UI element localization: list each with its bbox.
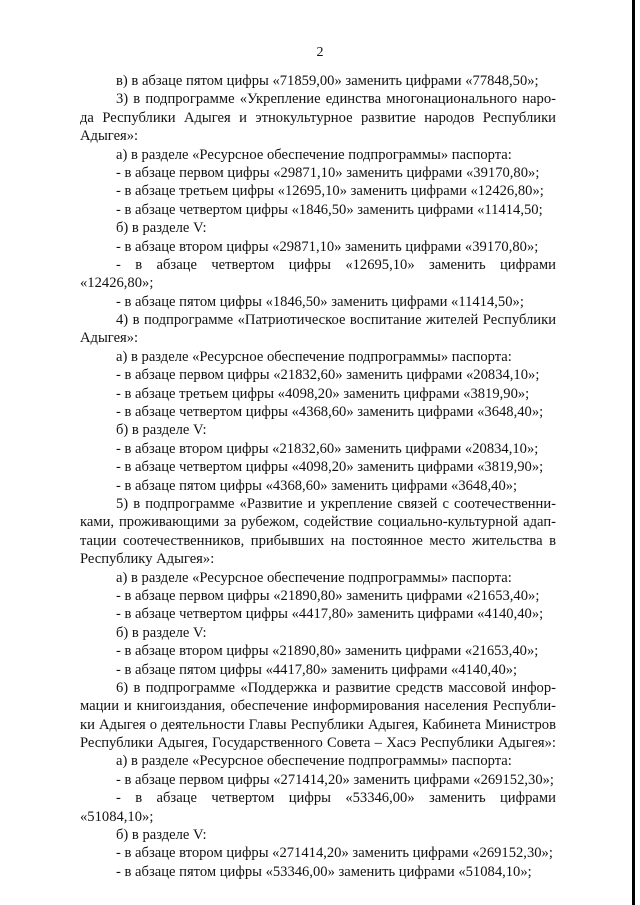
- text-line: - в абзаце четвертом цифры «4417,80» заменить цифрами «4140,40»;: [116, 606, 544, 623]
- text-line: - в абзаце втором цифры «29871,10» заменить цифрами «39170,80»;: [116, 238, 539, 255]
- text-line: 5) в подпрограмме «Развитие и укрепление связей с соотечественни-: [116, 495, 556, 512]
- text-line: а) в разделе «Ресурсное обеспечение подпрограммы» паспорта:: [116, 569, 512, 586]
- text-line: - в абзаце четвертом цифры «4368,60» заменить цифрами «3648,40»;: [116, 404, 544, 421]
- text-line-justified: [80, 789, 556, 807]
- text-line: - в абзаце третьем цифры «4098,20» заменить цифрами «3819,90»;: [116, 385, 530, 402]
- text-line: - в абзаце первом цифры «29871,10» заменить цифрами «39170,80»;: [116, 164, 540, 181]
- text-line: 6) в подпрограмме «Поддержка и развитие средств массовой инфор-: [116, 679, 556, 696]
- document-body: [80, 72, 556, 881]
- text-line: а) в разделе «Ресурсное обеспечение подпрограммы» паспорта:: [116, 146, 512, 163]
- text-line-justified: [80, 256, 556, 274]
- text-line: - в абзаце первом цифры «21890,80» заменить цифрами «21653,40»;: [116, 587, 540, 604]
- text-word: в: [135, 790, 143, 807]
- text-word: в: [135, 256, 143, 273]
- text-line: а) в разделе «Ресурсное обеспечение подпрограммы» паспорта:: [116, 348, 512, 365]
- page-edge-rule: [632, 0, 635, 905]
- text-line: - в абзаце пятом цифры «4417,80» заменить цифрами «4140,40»;: [116, 661, 518, 678]
- text-word: -: [116, 790, 121, 807]
- text-line: - в абзаце втором цифры «21890,80» заменить цифрами «21653,40»;: [116, 643, 539, 660]
- text-word: -: [116, 256, 121, 273]
- text-word: цифрами: [500, 256, 556, 273]
- text-line: да Республики Адыгея и этнокультурное развитие народов Республики: [80, 109, 556, 126]
- text-word: заменить: [429, 256, 486, 273]
- text-line: - в абзаце первом цифры «21832,60» заменить цифрами «20834,10»;: [116, 367, 540, 384]
- text-line: ки Адыгея о деятельности Главы Республики Адыгея, Кабинета Министров: [80, 716, 556, 733]
- text-line: мации и книгоиздания, обеспечение информирования населения Республи-: [80, 698, 556, 715]
- text-line: б) в разделе V:: [116, 624, 207, 641]
- text-word: цифры: [288, 256, 331, 273]
- text-line: - в абзаце втором цифры «271414,20» заменить цифрами «269152,30»;: [116, 845, 553, 862]
- text-word: заменить: [429, 790, 486, 807]
- text-line: б) в разделе V:: [116, 220, 207, 237]
- text-line: Адыгея»:: [80, 128, 139, 145]
- text-line: - в абзаце третьем цифры «12695,10» заменить цифрами «12426,80»;: [116, 183, 544, 200]
- text-line: б) в разделе V:: [116, 422, 207, 439]
- text-line: 3) в подпрограмме «Укрепление единства многонационального наро-: [116, 91, 556, 108]
- text-line: Республику Адыгея»:: [80, 551, 215, 568]
- text-line: «12426,80»;: [80, 275, 154, 292]
- text-line: Адыгея»:: [80, 330, 139, 347]
- text-line: - в абзаце четвертом цифры «4098,20» заменить цифрами «3819,90»;: [116, 459, 544, 476]
- text-word: четвертом: [211, 790, 275, 807]
- text-line: - в абзаце пятом цифры «53346,00» заменить цифрами «51084,10»;: [116, 863, 532, 880]
- text-word: «53346,00»: [345, 790, 415, 807]
- text-line: - в абзаце пятом цифры «4368,60» заменить цифрами «3648,40»;: [116, 477, 518, 494]
- text-line: - в абзаце четвертом цифры «1846,50» заменить цифрами «11414,50;: [116, 201, 543, 218]
- text-line: «51084,10»;: [80, 808, 154, 825]
- page-number: 2: [316, 45, 324, 60]
- text-word: абзаце: [156, 790, 197, 807]
- text-word: цифрами: [500, 790, 556, 807]
- text-line: 4) в подпрограмме «Патриотическое воспитание жителей Республики: [116, 312, 556, 329]
- text-word: четвертом: [211, 256, 275, 273]
- text-line: - в абзаце первом цифры «271414,20» заменить цифрами «269152,30»;: [116, 771, 554, 788]
- text-word: цифры: [288, 790, 331, 807]
- text-line: в) в абзаце пятом цифры «71859,00» заменить цифрами «77848,50»;: [116, 73, 539, 89]
- text-line: б) в разделе V:: [116, 827, 207, 844]
- text-word: «12695,10»: [345, 256, 415, 273]
- text-line: а) в разделе «Ресурсное обеспечение подпрограммы» паспорта:: [116, 753, 512, 770]
- text-line: Республики Адыгея, Государственного Совета – Хасэ Республики Адыгея»:: [80, 735, 556, 752]
- text-line: тации соотечественников, прибывших на постоянное место жительства в: [80, 532, 556, 549]
- text-word: абзаце: [156, 256, 197, 273]
- text-line: - в абзаце пятом цифры «1846,50» заменить цифрами «11414,50»;: [116, 293, 524, 310]
- text-line: - в абзаце втором цифры «21832,60» заменить цифрами «20834,10»;: [116, 440, 539, 457]
- text-line: ками, проживающими за рубежом, содействие социально-культурной адап-: [80, 514, 556, 531]
